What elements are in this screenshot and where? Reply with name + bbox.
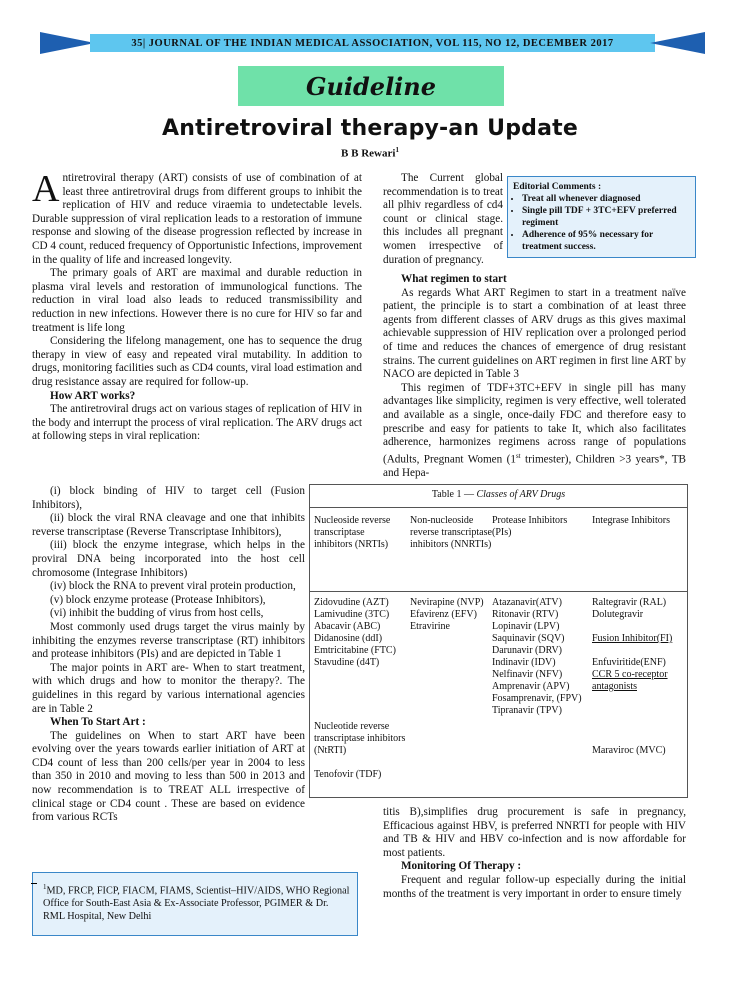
table-header-pi: Protease Inhibitors (PIs): [492, 515, 568, 538]
table-column-pi: [492, 597, 592, 717]
banner-left-arrow: [40, 32, 95, 54]
heading-when-to-start: When To Start Art :: [50, 716, 146, 729]
table-cell: Enfuviritide(ENF): [592, 657, 666, 668]
table-cell: Stavudine (d4T): [314, 657, 380, 668]
table-cell: Nevirapine (NVP): [410, 597, 484, 608]
author-footnote-box: [32, 872, 358, 936]
table-cell: Abacavir (ABC): [314, 621, 381, 632]
table-cell: Nelfinavir (NFV): [492, 669, 563, 680]
editorial-comments-box: [507, 176, 696, 258]
editorial-item: • Adherence of 95% necessary for treatment success.: [522, 229, 691, 253]
author-name: B B Rewari: [341, 147, 396, 160]
footnote-mark: 1: [43, 883, 47, 891]
table-column-integrase: [592, 597, 684, 693]
heading-how-art-works: How ART works?: [50, 389, 136, 402]
right-paragraph-3: [383, 382, 686, 481]
ccr5-label: CCR 5 co-receptor antagonists: [592, 669, 668, 692]
list-item-vi: (vi) inhibit the budding of virus from host cells,: [50, 607, 264, 620]
table-header-integrase: Integrase Inhibitors: [592, 515, 671, 526]
table-rule: [310, 591, 687, 592]
table-cell: Darunavir (DRV): [492, 645, 563, 656]
superscript-st: st: [515, 451, 521, 460]
right-paragraph-2: As regards What ART Regimen to start in a treatment naïve patient, the principle is to start a combination of at least three agents from different classes of ARV drugs as this gives maximal achievable suppression of HIV replication over a prolonged period of time and reduces the chances of emergence of drug resistant strains. The current guidelines on ART regimen in first line ART by NACO are depicted in Table 3: [383, 286, 686, 381]
heading-monitoring: Monitoring Of Therapy :: [401, 860, 522, 873]
right-column-bottom: [383, 806, 686, 901]
right-paragraph-1: The Current global recommendation is to treat all plhiv regardless of cd4 count or clinical stage. this includes all pregnant women irrespective of duration of pregnancy.: [383, 172, 503, 266]
banner-right-arrow: [650, 32, 705, 54]
right-paragraph-3-part-a: This regimen of TDF+3TC+EFV in single pill has many advantages like simplicity, regimen is very effective, well tolerated and available as a single, once-daily FDC and therefore easy to prescribe and easy for patients to take It, which also facilitates adherence, harmonizes regimens across range of populations (Adults, Pregnant Women (1: [383, 381, 686, 466]
table-header-nnrti: Non-nucleoside reverse transcriptase inhibitors (NNRTIs): [410, 515, 492, 550]
footnote-dash: [31, 883, 37, 884]
list-item-v: (v) block enzyme protease (Protease Inhibitors),: [50, 593, 266, 606]
table-cell-ccr5: [592, 669, 684, 693]
table-cell: Amprenavir (APV): [492, 681, 570, 692]
right-paragraph-3-part-b: trimester), Children >3 years*, TB and Hepa-: [383, 453, 686, 480]
section-label: Guideline: [238, 66, 504, 106]
table-column-nnrti: [410, 597, 495, 633]
table-caption-title: Classes of ARV Drugs: [476, 489, 566, 500]
table-cell: Zidovudine (AZT): [314, 597, 389, 608]
left-column-narrow: [32, 485, 305, 825]
fusion-inhibitor-label: Fusion Inhibitor(FI): [592, 633, 673, 644]
table-cell: Fosamprenavir, (FPV): [492, 693, 582, 704]
heading-what-regimen: What regimen to start: [401, 273, 507, 285]
table-cell: Emtricitabine (FTC): [314, 645, 396, 656]
left-paragraph-1: ntiretroviral therapy (ART) consists of use of combination of at least three antiretroviral drugs from different groups to inhibit the replication of HIV and reduce viraemia to undetectable levels. Durable suppression of viral replication leads to a restoration of immune response and slowing of the disease progression reflected by increase in CD 4 count, reduced frequency of Opportunistic Infections, improvement in the quality of life and increased longevity.: [32, 172, 362, 266]
right-column-narrow: [383, 172, 503, 267]
article-title: Antiretroviral therapy-an Update: [162, 116, 578, 141]
drop-cap: A: [32, 168, 60, 210]
footnote-text: MD, FRCP, FICP, FIACM, FIAMS, Scientist–HIV/AIDS, WHO Regional Office for South-East Asia & Ex-Associate Professor, PGIMER & Dr. RML Hospital, New Delhi: [43, 885, 350, 922]
table-cell: Lopinavir (LPV): [492, 621, 560, 632]
table-cell: Dolutegravir: [592, 609, 644, 620]
list-item-i: (i) block binding of HIV to target cell (Fusion Inhibitors),: [32, 485, 305, 511]
table-cell: Efavirenz (EFV): [410, 609, 477, 620]
table-cell: Indinavir (IDV): [492, 657, 556, 668]
right-paragraph-4: Frequent and regular follow-up especially during the initial months of the treatment is very important in order to ensure timely: [383, 873, 686, 900]
table-cell: Raltegravir (RAL): [592, 597, 667, 608]
table-cell-tdf: Tenofovir (TDF): [314, 769, 382, 780]
table-cell: Atazanavir(ATV): [492, 597, 562, 608]
table-rule: [310, 507, 687, 508]
list-item-ii: (ii) block the viral RNA cleavage and one that inhibits reverse transcriptase (Reverse Transcriptase Inhibitors),: [32, 512, 305, 538]
table-caption-prefix: Table 1 —: [431, 489, 477, 500]
left-paragraph-6: The major points in ART are- When to start treatment, with which drugs and how to monitor the therapy?. The guidelines in this regard by various international agencies are in Table 2: [32, 661, 305, 715]
list-item-iv: (iv) block the RNA to prevent viral protein production,: [50, 580, 296, 593]
table-cell-ntrti: Nucleotide reverse transcriptase inhibitors (NtRTI): [314, 721, 406, 756]
table-cell: Didanosine (ddI): [314, 633, 383, 644]
table-cell: Lamivudine (3TC): [314, 609, 390, 620]
journal-header-text: 35| JOURNAL OF THE INDIAN MEDICAL ASSOCIATION, VOL 115, NO 12, DECEMBER 2017: [90, 34, 655, 52]
right-column-main: [383, 273, 686, 481]
table-cell: Tipranavir (TPV): [492, 705, 562, 716]
editorial-list: [513, 193, 691, 253]
table-column-nrti: [314, 597, 409, 669]
left-paragraph-3: Considering the lifelong management, one has to sequence the drug therapy in view of easy and repeated viral mutability. In addition to drugs, monitoring facilities such as CD4 counts, viral load estimation and drug resistance assay are required for follow-up.: [32, 335, 362, 388]
left-paragraph-4: The antiretroviral drugs act on various stages of replication of HIV in the body and interrupt the process of viral replication. The ARV drugs act at following steps in viral replication:: [32, 403, 362, 443]
table-header-nrti: Nucleoside reverse transcriptase inhibitors (NRTIs): [314, 515, 391, 550]
table-cell-maraviroc: Maraviroc (MVC): [592, 745, 666, 756]
editorial-heading: Editorial Comments :: [513, 182, 602, 192]
table-cell-fusion-inhibitor: [592, 633, 684, 645]
left-paragraph-7: The guidelines on When to start ART have been evolving over the years towards earlier initiation of ART at CD4 count of less than 200 cells/per year in 2004 to less than 350 in 2010 and moving to less than 500 in 2013 and now recommendation is to TREAT ALL irrespective of clinical stage or CD4 count . These are based on evidence from various RCTs: [32, 729, 305, 824]
right-paragraph-3-continued: titis B),simplifies drug procurement is safe in pregnancy, Efficacious against HBV, is preferred NNRTI for people with HIV and TB & HIV and HBV co-infection and is now affordable for most patients.: [383, 806, 686, 859]
left-paragraph-5: Most commonly used drugs target the virus mainly by inhibiting the enzymes reverse transcriptase (RT) inhibitors and protease inhibitors (PIs) and are depicted in Table 1: [32, 620, 305, 661]
author-mark: 1: [395, 146, 399, 154]
journal-header-banner: [40, 32, 705, 54]
left-column-top: [32, 168, 362, 444]
table-classes-of-arv-drugs: [309, 484, 688, 798]
table-caption: [310, 489, 687, 501]
table-cell: Etravirine: [410, 621, 450, 632]
author-line: [0, 146, 740, 160]
table-cell: Saquinavir (SQV): [492, 633, 565, 644]
left-paragraph-2: The primary goals of ART are maximal and durable reduction in plasma viral levels and restoration of immunological functions. The reduction in viral load also leads to reduced transmissibility and reduction in new infections. However there is no cure for HIV so far and treatment is life long: [32, 267, 362, 334]
editorial-item: • Single pill TDF + 3TC+EFV preferred regiment: [522, 205, 691, 229]
editorial-item: • Treat all whenever diagnosed: [522, 193, 691, 205]
list-item-iii: (iii) block the enzyme integrase, which helps in the proviral DNA being incorporated into the host cell chromosome (Integrase Inhibitors): [32, 539, 305, 579]
table-cell: Ritonavir (RTV): [492, 609, 559, 620]
